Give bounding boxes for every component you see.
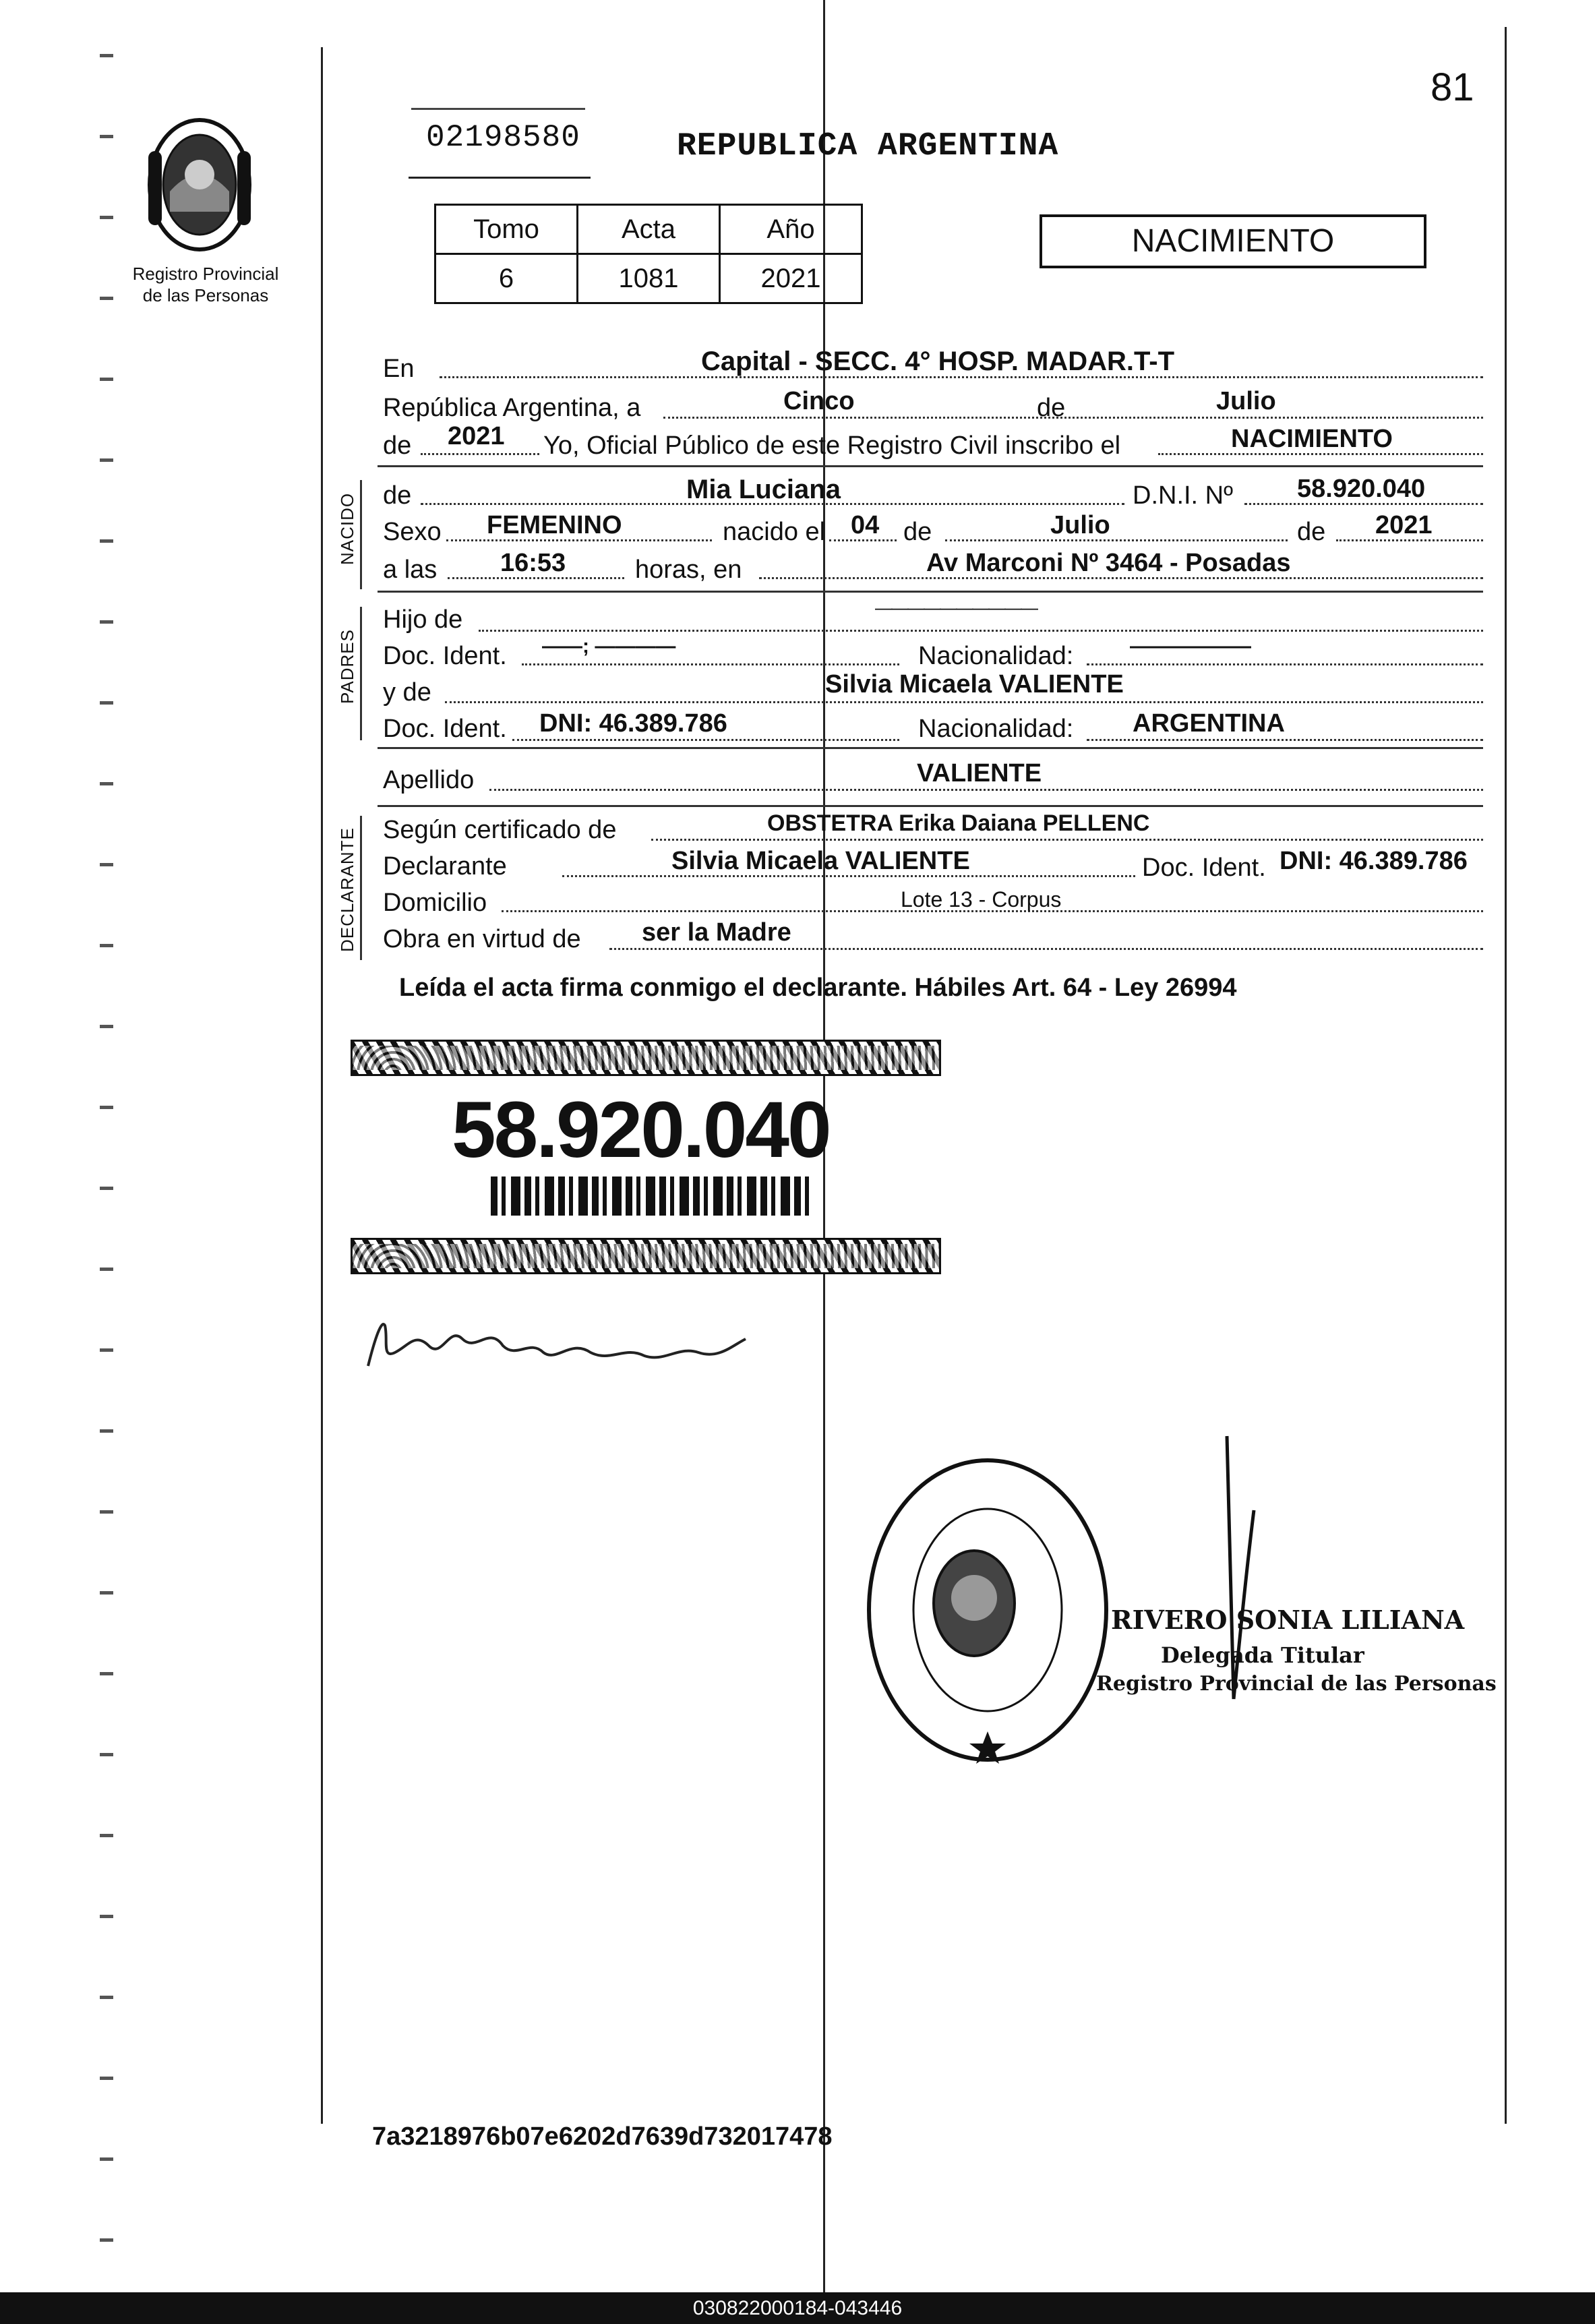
doc2-value: DNI: 46.389.786 (539, 709, 727, 738)
inscribo-label: Yo, Oficial Público de este Registro Civil inscribo el (543, 431, 1121, 460)
birth-day: 04 (851, 511, 880, 539)
nac1-label: Nacionalidad: (918, 642, 1074, 670)
madre-dots (445, 701, 1483, 703)
table-value-row (435, 254, 862, 303)
intro-divider (378, 465, 1483, 467)
official-name: RIVERO SONIA LILIANA (1111, 1605, 1465, 1635)
table-header-row (435, 205, 862, 254)
anio-header: Año (720, 205, 862, 254)
acta-header: Acta (578, 205, 720, 254)
apellido-value: VALIENTE (917, 759, 1042, 787)
footer-code: 030822000184-043446 (692, 2297, 903, 2319)
de2-dots (421, 453, 539, 455)
doc1-value: ——; ———— (542, 635, 676, 657)
nac2-dots (1087, 739, 1483, 741)
yde-label: y de (383, 678, 431, 707)
birth-place: Av Marconi Nº 3464 - Posadas (926, 549, 1291, 577)
obra-value: ser la Madre (642, 918, 791, 947)
acta-value: 1081 (578, 254, 720, 303)
nac2-value: ARGENTINA (1133, 709, 1285, 738)
official-role: Delegada Titular (1161, 1642, 1364, 1668)
logo-caption-line2: de las Personas (142, 285, 269, 305)
doc2-dots (512, 739, 899, 741)
de-label: de (1037, 394, 1066, 422)
province-logo (136, 111, 263, 259)
obra-dots (609, 948, 1483, 950)
logo-caption (108, 263, 303, 306)
big-id-number: 58.920.040 (452, 1085, 830, 1174)
cert-label: Según certificado de (383, 816, 617, 844)
delegation-stamp-icon (863, 1455, 1112, 1765)
doc2-label: Doc. Ident. (383, 715, 507, 743)
document-hash: 7a3218976b07e6202d7639d732017478 (372, 2122, 833, 2151)
edge-specks (100, 54, 113, 2265)
record-type-label: NACIMIENTO (1131, 223, 1335, 259)
dom-label: Domicilio (383, 889, 487, 917)
en-label: En (383, 355, 415, 383)
padres-divider (378, 747, 1483, 749)
official-pen-stroke (1213, 1429, 1267, 1712)
declarante-bracket (360, 816, 362, 960)
page-number: 81 (1431, 65, 1474, 109)
serial-number: 02198580 (426, 120, 580, 155)
province-seal-icon (136, 111, 263, 259)
birth-de-label: de (903, 518, 932, 546)
padres-section-label: PADRES (337, 629, 357, 704)
birth-hour: 16:53 (500, 549, 566, 577)
right-margin-line (1505, 27, 1507, 2124)
serial-underline (409, 177, 591, 179)
nacido-el-label: nacido el (723, 518, 826, 546)
official-signature-icon (1213, 1429, 1267, 1712)
doc1-dots (522, 663, 899, 665)
left-margin-line (321, 47, 323, 2124)
apellido-divider (378, 805, 1483, 807)
official-org: Registro Provincial de las Personas (1096, 1672, 1497, 1696)
barcode (491, 1176, 814, 1216)
hijo-label: Hijo de (383, 605, 463, 634)
decl-doc-value: DNI: 46.389.786 (1280, 847, 1468, 875)
record-type-box (1040, 214, 1426, 268)
tomo-acta-table (434, 204, 863, 304)
doc1-label: Doc. Ident. (383, 642, 507, 670)
birth-month: Julio (1050, 511, 1110, 539)
en-value: Capital - SECC. 4° HOSP. MADAR.T-T (701, 347, 1175, 376)
nac2-label: Nacionalidad: (918, 715, 1074, 743)
padres-bracket (360, 607, 362, 740)
tomo-header: Tomo (435, 205, 578, 254)
cert-value: OBSTETRA Erika Daiana PELLENC (767, 810, 1150, 836)
official-stamp (863, 1455, 1112, 1765)
obra-label: Obra en virtud de (383, 925, 581, 953)
month-value: Julio (1216, 387, 1276, 415)
nacido-name: Mia Luciana (686, 475, 841, 504)
footer-code-bar (0, 2292, 1595, 2324)
tomo-value: 6 (435, 254, 578, 303)
logo-caption-line1: Registro Provincial (132, 264, 279, 284)
dni-label: D.N.I. Nº (1133, 481, 1233, 510)
birth-de2-label: de (1297, 518, 1326, 546)
madre-name: Silvia Micaela VALIENTE (825, 670, 1124, 698)
rep-label: República Argentina, a (383, 394, 641, 422)
birth-month-dots (945, 539, 1288, 541)
de2-label: de (383, 431, 412, 460)
declarante-section-label: DECLARANTE (337, 827, 357, 952)
nacido-de-label: de (383, 481, 412, 510)
nacido-section-label: NACIDO (337, 492, 357, 565)
decl-label: Declarante (383, 852, 507, 881)
anio-value: 2021 (720, 254, 862, 303)
alas-label: a las (383, 556, 438, 584)
birth-year: 2021 (1375, 511, 1433, 539)
serial-overline (411, 108, 585, 110)
security-band-top (351, 1040, 941, 1076)
closing-text: Leída el acta firma conmigo el declarante. Hábiles Art. 64 - Ley 26994 (399, 974, 1237, 1002)
sexo-label: Sexo (383, 518, 442, 546)
hijo-dots (479, 630, 1483, 632)
rep-dots (663, 417, 1483, 419)
country-title: REPUBLICA ARGENTINA (677, 128, 1059, 165)
sexo-value: FEMENINO (487, 511, 622, 539)
decl-doc-label: Doc. Ident. (1142, 854, 1266, 882)
security-band-bottom (351, 1238, 941, 1274)
apellido-label: Apellido (383, 766, 475, 794)
cert-dots (651, 839, 1483, 841)
nac1-value: —————— (1130, 635, 1251, 657)
nac1-dots (1087, 663, 1483, 665)
year-value: 2021 (448, 422, 505, 450)
nacido-dni: 58.920.040 (1297, 475, 1426, 503)
day-value: Cinco (783, 387, 855, 415)
inscribo-value: NACIMIENTO (1231, 425, 1393, 453)
nacido-bracket (360, 480, 362, 589)
hijo-value: —————————— (875, 597, 1037, 618)
horas-label: horas, en (635, 556, 742, 584)
nacido-divider (378, 591, 1483, 593)
apellido-dots (489, 789, 1483, 791)
signature-scribble-icon (355, 1299, 759, 1379)
handwritten-signature (355, 1299, 759, 1379)
decl-value: Silvia Micaela VALIENTE (671, 847, 970, 875)
dom-value: Lote 13 - Corpus (901, 887, 1062, 912)
